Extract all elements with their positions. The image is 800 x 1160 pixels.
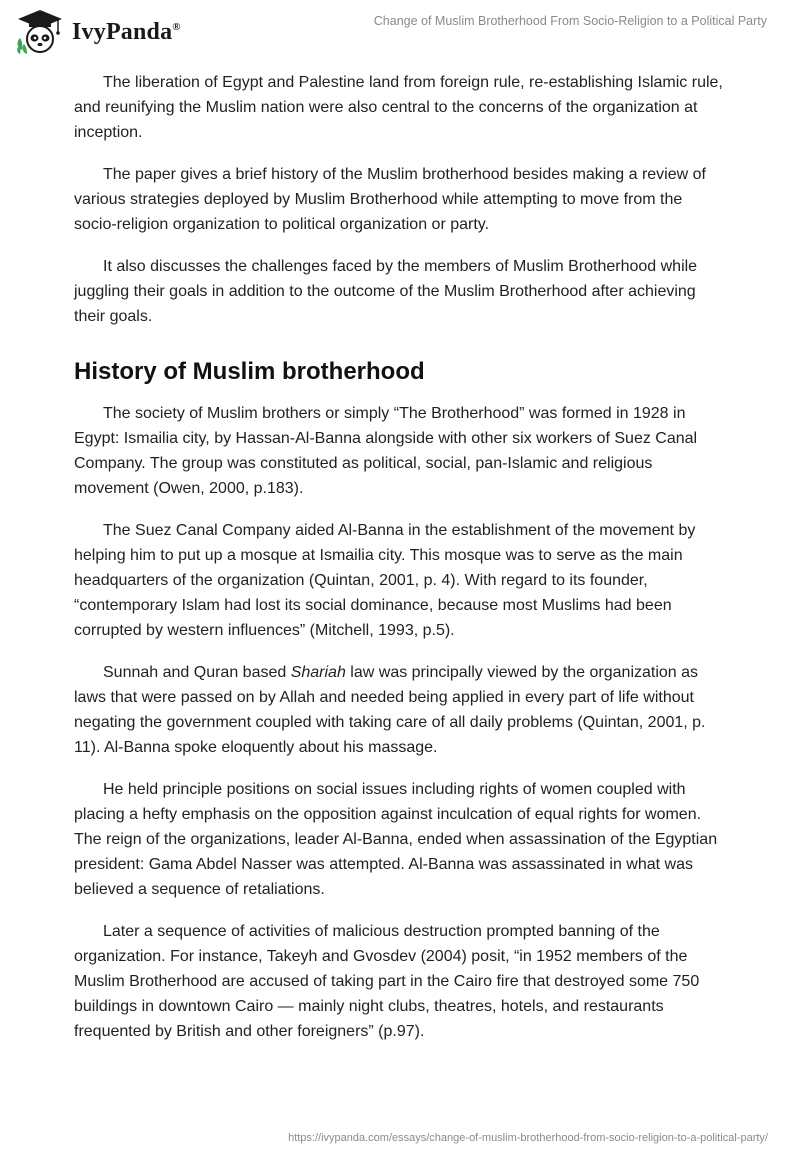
paragraph-history-3-end: law was principally viewed by the organization as laws that were passed on by Allah and needed being applied in every part of life without negating the government coupled with taking care of all daily problems (Quintan, 2001, p. 11). Al-Banna spoke eloquently about his massage. (74, 664, 706, 756)
brand-name: IvyPanda® (72, 18, 181, 45)
essay-body (74, 70, 726, 1061)
paragraph-history-5: Later a sequence of activities of malicious destruction prompted banning of the organization. For instance, Takeyh and Gvosdev (2004) posit, “in 1952 members of the Muslim Brotherhood are accused of taking part in the Cairo fire that destroyed some 750 buildings in downtown Cairo — mainly night clubs, theatres, hotels, and restaurants frequented by British and other foreigners” (p.97). (74, 923, 700, 1040)
footer-source-url[interactable]: https://ivypanda.com/essays/change-of-muslim-brotherhood-from-socio-religion-to-a-political-party/ (288, 1132, 768, 1144)
shariah-emphasis: Shariah (290, 664, 346, 681)
paragraph-intro-1: The liberation of Egypt and Palestine land from foreign rule, re-establishing Islamic rule, and reunifying the Muslim nation were also central to the concerns of the organization at inception. (74, 74, 723, 141)
paragraph-history-3 (74, 660, 726, 760)
section-heading: History of Muslim brotherhood (74, 358, 425, 385)
page-header (0, 0, 800, 64)
paragraph-history-4: He held principle positions on social issues including rights of women coupled with placing a hefty emphasis on the opposition against inculcation of equal rights for women. The reign of the organizations, leader Al-Banna, ended when assassination of the Egyptian president: Gama Abdel Nasser was attempted. Al-Banna was assassinated in what was believed a sequence of retaliations. (74, 781, 718, 898)
document-title: Change of Muslim Brotherhood From Socio-Religion to a Political Party (373, 14, 767, 28)
paragraph-intro-2: The paper gives a brief history of the Muslim brotherhood besides making a review of various strategies deployed by Muslim Brotherhood while attempting to move from the socio-religion organization to political organization or party. (74, 166, 706, 233)
paragraph-history-3-start: Sunnah and Quran based (103, 664, 291, 681)
paragraph-history-1: The society of Muslim brothers or simply “The Brotherhood” was formed in 1928 in Egypt: Ismailia city, by Hassan-Al-Banna alongside with other six workers of Suez Canal Company. The group was constituted as political, social, pan-Islamic and religious movement (Owen, 2000, p.183). (74, 405, 698, 497)
panda-graduate-icon (14, 8, 66, 56)
ivypanda-logo[interactable] (14, 8, 181, 56)
paragraph-intro-3: It also discusses the challenges faced by the members of Muslim Brotherhood while juggling their goals in addition to the outcome of the Muslim Brotherhood after achieving their goals. (74, 258, 698, 325)
registered-mark: ® (172, 20, 181, 33)
paragraph-history-2: The Suez Canal Company aided Al-Banna in the establishment of the movement by helping him to put up a mosque at Ismailia city. This mosque was to serve as the main headquarters of the organization (Quintan, 2001, p. 4). With regard to its founder, “contemporary Islam had lost its social dominance, because most Muslims had been corrupted by western influences” (Mitchell, 1993, p.5). (74, 522, 696, 639)
